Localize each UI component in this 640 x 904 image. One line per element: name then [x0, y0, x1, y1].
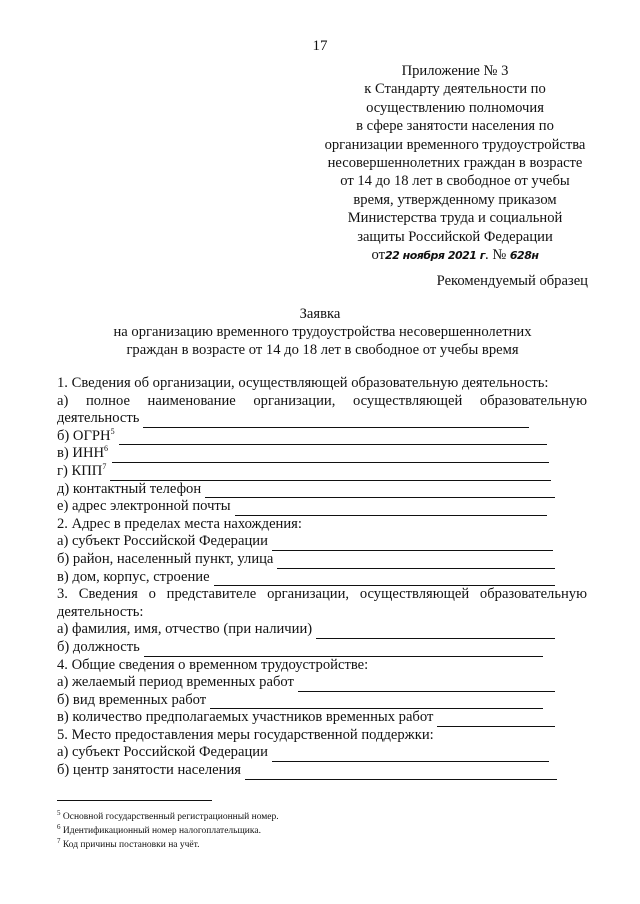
- rep-position-row: [57, 639, 587, 657]
- appendix-line: несовершеннолетних граждан в возрасте: [327, 155, 583, 172]
- section-4-heading: 4. Общие сведения о временном трудоустройстве:: [57, 656, 369, 673]
- page-number: 17: [312, 38, 328, 54]
- email-row: [57, 498, 587, 516]
- work-type-label: б) вид временных работ: [57, 691, 207, 708]
- support-region-row: [57, 744, 587, 762]
- subtitle-line: граждан в возрасте от 14 до 18 лет в свободное от учебы время: [126, 341, 519, 358]
- address-street-row: [57, 551, 587, 569]
- org-name-row: [57, 410, 587, 428]
- kpp-label: г) КПП$^7$: [57, 462, 107, 479]
- order-number-prefix: . №: [485, 247, 507, 264]
- section-3-heading: 3. Сведения о представителе организации, осуществляющей образовательную: [57, 586, 587, 603]
- section-1-heading: 1. Сведения об организации, осуществляющей образовательную деятельность:: [57, 375, 549, 391]
- work-type-field[interactable]: [210, 696, 543, 709]
- appendix-line: к Стандарту деятельности по: [364, 81, 546, 98]
- inn-label: в) ИНН$^6$: [57, 444, 109, 462]
- order-prefix: от: [371, 247, 386, 264]
- rep-name-row: [57, 621, 587, 639]
- participants-row: [57, 709, 587, 727]
- org-name-field[interactable]: [143, 415, 529, 428]
- work-period-label: а) желаемый период временных работ: [57, 674, 294, 691]
- rep-name-label: а) фамилия, имя, отчество (при наличии): [57, 621, 313, 638]
- footnote-ref-7: 7: [102, 462, 107, 472]
- recommended-sample-label: Рекомендуемый образец: [436, 273, 588, 289]
- footnote: $^7$ Код причины постановки на учёт.: [57, 836, 200, 850]
- section-3-heading-cont: деятельность:: [57, 603, 144, 620]
- work-period-row: [57, 674, 587, 692]
- inn-row: [57, 445, 587, 463]
- document-title: Заявка: [299, 306, 341, 322]
- work-period-field[interactable]: [298, 679, 555, 692]
- handwritten-order-number: 628н: [509, 249, 539, 263]
- rep-name-field[interactable]: [316, 626, 555, 639]
- appendix-line: время, утвержденному приказом: [353, 191, 557, 208]
- inn-field[interactable]: [112, 450, 549, 463]
- section-1a-label: а) полное наименование организации, осуществляющей образовательную: [57, 392, 587, 409]
- appendix-line: организации временного трудоустройства: [324, 136, 586, 153]
- address-region-label: а) субъект Российской Федерации: [57, 533, 268, 550]
- footnote: $^6$ Идентификационный номер налогоплательщика.: [57, 822, 261, 836]
- footnote-divider: [57, 800, 212, 801]
- appendix-line: в сфере занятости населения по: [356, 118, 554, 135]
- participants-label: в) количество предполагаемых участников временных работ: [57, 709, 434, 726]
- email-field[interactable]: [235, 503, 547, 516]
- section-1a-label-cont: деятельность: [57, 410, 140, 427]
- ogrn-row: [57, 428, 587, 446]
- appendix-line: осуществлению полномочия: [366, 99, 544, 116]
- footnote-ref-6: 6: [104, 444, 109, 454]
- phone-label: д) контактный телефон: [57, 480, 202, 497]
- appendix-line: Министерства труда и социальной: [347, 210, 563, 227]
- employment-center-field[interactable]: [245, 767, 557, 780]
- email-label: е) адрес электронной почты: [57, 498, 231, 515]
- appendix-line: от 14 до 18 лет в свободное от учебы: [340, 173, 570, 190]
- work-type-row: [57, 692, 587, 710]
- rep-position-label: б) должность: [57, 638, 140, 655]
- rep-position-field[interactable]: [144, 644, 543, 657]
- footnote: $^5$ Основной государственный регистрационный номер.: [57, 808, 279, 822]
- appendix-line: Приложение № 3: [401, 63, 509, 79]
- appendix-block: [290, 62, 620, 265]
- address-region-row: [57, 533, 587, 551]
- support-region-field[interactable]: [272, 749, 549, 762]
- address-region-field[interactable]: [272, 538, 553, 551]
- footnotes: [57, 810, 577, 852]
- document-subtitle: [95, 324, 550, 359]
- address-building-label: в) дом, корпус, строение: [57, 568, 210, 585]
- participants-field[interactable]: [437, 714, 555, 727]
- handwritten-order-date: 22 ноября 2021 г: [385, 249, 486, 263]
- order-reference: [290, 246, 620, 265]
- support-region-label: а) субъект Российской Федерации: [57, 744, 268, 761]
- appendix-line: защиты Российской Федерации: [357, 228, 553, 245]
- address-street-field[interactable]: [277, 556, 555, 569]
- employment-center-label: б) центр занятости населения: [57, 762, 241, 779]
- phone-field[interactable]: [205, 485, 555, 498]
- phone-row: [57, 481, 587, 499]
- address-street-label: б) район, населенный пункт, улица: [57, 550, 274, 567]
- address-building-row: [57, 569, 587, 587]
- ogrn-field[interactable]: [119, 432, 547, 445]
- ogrn-label: б) ОГРН$^5$: [57, 426, 115, 444]
- kpp-row: [57, 463, 587, 481]
- kpp-field[interactable]: [110, 468, 551, 481]
- employment-center-row: [57, 762, 587, 780]
- address-building-field[interactable]: [214, 573, 555, 586]
- subtitle-line: на организацию временного трудоустройства несовершеннолетних: [113, 324, 532, 340]
- section-2-heading: 2. Адрес в пределах места нахождения:: [57, 515, 302, 532]
- footnote-ref-5: 5: [110, 426, 115, 436]
- section-5-heading: 5. Место предоставления меры государственной поддержки:: [57, 726, 434, 743]
- application-form: [57, 375, 587, 780]
